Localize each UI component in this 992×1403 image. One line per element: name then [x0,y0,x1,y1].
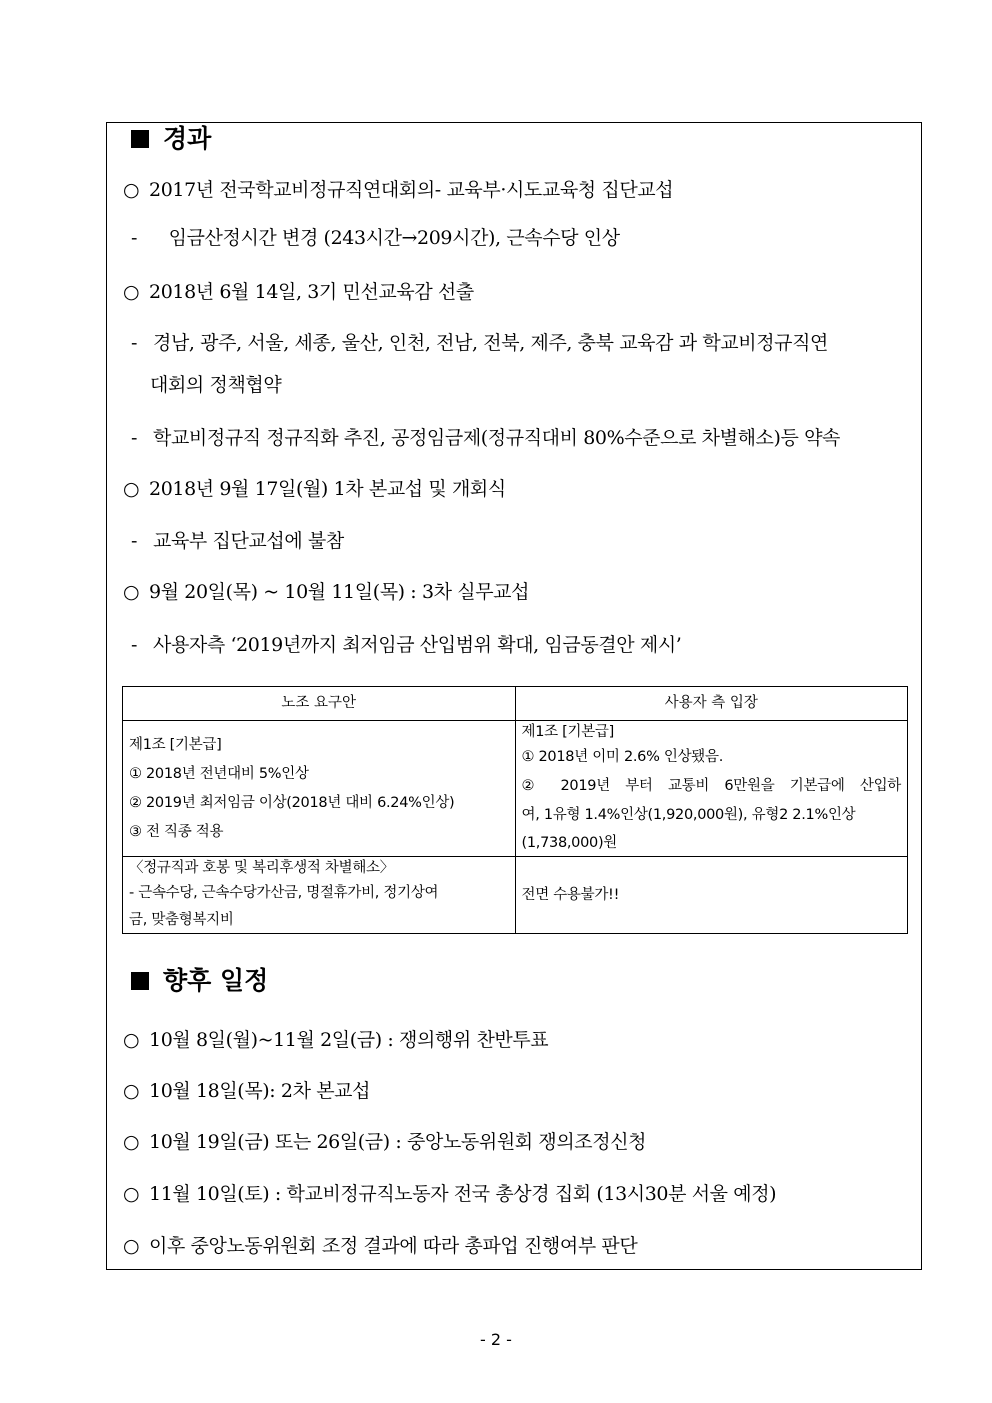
list-item-text: 2018년 6월 14일, 3기 민선교육감 선출 [149,281,474,303]
dash-bullet: - [131,634,138,656]
list-item-text: 이후 중앙노동위원회 조정 결과에 따라 총파업 진행여부 판단 [149,1235,638,1257]
comparison-table [122,686,908,934]
list-item [123,1234,637,1258]
cell-line: - 근속수당, 근속수당가산금, 명절휴가비, 정기상여 [129,885,439,901]
list-item [123,280,474,304]
circle-bullet-icon: ○ [123,179,140,201]
list-item [123,1182,776,1206]
cell-line: 전면 수용불가!! [521,886,620,903]
list-item-text: 10월 19일(금) 또는 26일(금) : 중앙노동위원회 쟁의조정신청 [149,1131,647,1153]
cell-line: 〈정규직과 호봉 및 복리후생적 차별해소〉 [129,860,394,876]
list-item-text: 10월 18일(목): 2차 본교섭 [149,1080,371,1102]
header-employer-position: 사용자 측 입장 [515,687,908,721]
list-item-text: 임금산정시간 변경 (243시간→209시간), 근속수당 인상 [163,227,620,249]
list-item [123,1079,370,1103]
section-heading-text: 향후 일정 [163,966,269,995]
black-square-icon [131,130,149,148]
list-item-text: 9월 20일(목) ~ 10월 11일(목) : 3차 실무교섭 [149,581,530,603]
list-item [123,1130,646,1154]
list-item [123,178,673,202]
circle-bullet-icon: ○ [123,1080,140,1102]
list-item-text: 경남, 광주, 서울, 세종, 울산, 인천, 전남, 전북, 제주, 충북 교육감 과 학교비정규직연 [153,332,829,354]
circle-bullet-icon: ○ [123,1235,140,1257]
cell-line: ① 2018년 전년대비 5%인상 [129,766,309,782]
list-item-continuation [150,373,281,397]
cell-line: ③ 전 직종 적용 [129,824,224,840]
list-item [131,426,840,450]
cell-line: ① 2018년 이미 2.6% 인상됐음. [521,749,724,765]
list-item-text: 10월 8일(월)~11월 2일(금) : 쟁의행위 찬반투표 [149,1029,549,1051]
cell-line: ② 2019년 부터 교통비 6만원을 기본급에 산입하 [521,778,901,794]
union-discrimination-cell [123,857,516,934]
employer-discrimination-cell [515,857,908,934]
dash-bullet: - [131,227,138,249]
list-item-text: 대회의 정책협약 [150,374,282,396]
section-heading-schedule [131,966,268,996]
circle-bullet-icon: ○ [123,1183,140,1205]
list-item [123,1028,548,1052]
list-item [131,529,344,553]
cell-line: ② 2019년 최저임금 이상(2018년 대비 6.24%인상) [129,795,455,811]
list-item [131,633,681,657]
circle-bullet-icon: ○ [123,1029,140,1051]
list-item [123,477,506,501]
page-number: - 2 - [480,1330,512,1349]
list-item-text: 2018년 9월 17일(월) 1차 본교섭 및 개회식 [149,478,506,500]
list-item [131,226,620,250]
dash-bullet: - [131,530,138,552]
list-item-text: 2017년 전국학교비정규직연대회의- 교육부·시도교육청 집단교섭 [149,179,674,201]
cell-line: 제1조 [기본급] [129,737,222,753]
dash-bullet: - [131,332,138,354]
header-union-demands: 노조 요구안 [123,687,516,721]
circle-bullet-icon: ○ [123,281,140,303]
employer-base-pay-cell [515,721,908,857]
section-heading-text: 경과 [163,124,212,153]
list-item-text: 학교비정규직 정규직화 추진, 공정임금제(정규직대비 80%수준으로 차별해소)등 약속 [153,427,841,449]
cell-line: 금, 맞춤형복지비 [129,912,234,928]
cell-line: (1,738,000)원 [521,835,618,851]
list-item [131,331,828,355]
circle-bullet-icon: ○ [123,478,140,500]
dash-bullet: - [131,427,138,449]
table-header-row [123,687,908,721]
cell-line: 제1조 [기본급] [521,724,614,740]
table-row [123,721,908,857]
list-item-text: 11월 10일(토) : 학교비정규직노동자 전국 총상경 집회 (13시30분 서울 예정) [149,1183,777,1205]
black-square-icon [131,972,149,990]
circle-bullet-icon: ○ [123,581,140,603]
circle-bullet-icon: ○ [123,1131,140,1153]
section-heading-progress [131,124,211,154]
cell-line: 여, 1유형 1.4%인상(1,920,000원), 유형2 2.1%인상 [521,807,856,823]
union-base-pay-cell [123,721,516,857]
list-item [123,580,529,604]
table-row [123,857,908,934]
list-item-text: 교육부 집단교섭에 불참 [153,530,344,552]
list-item-text: 사용자측 ‘2019년까지 최저임금 산입범위 확대, 임금동결안 제시’ [153,634,682,656]
